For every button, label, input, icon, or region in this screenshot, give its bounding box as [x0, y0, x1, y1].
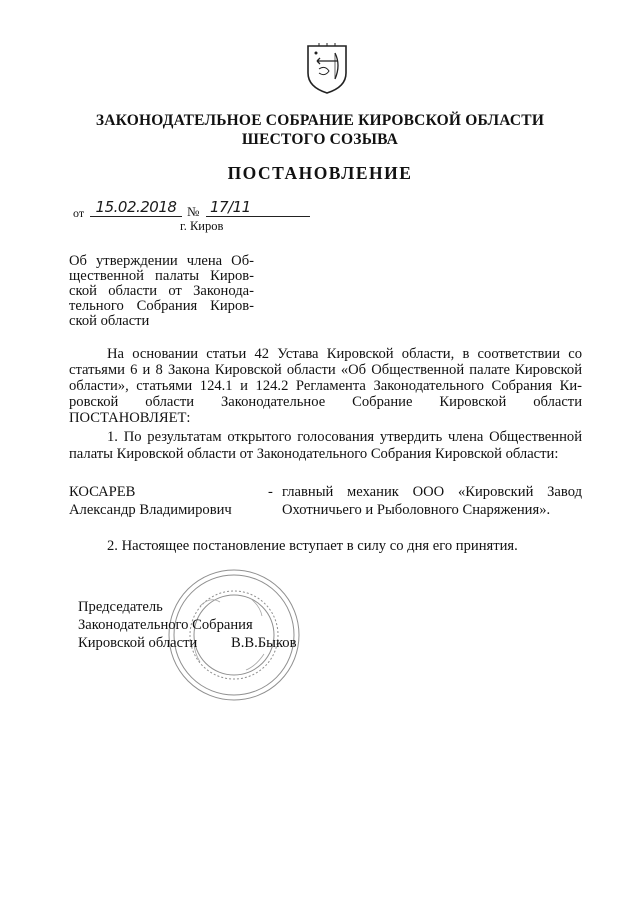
- number-value: 17/11: [206, 198, 310, 217]
- preamble-line: ровской области Законодательное Собрание Кировской области: [69, 394, 582, 410]
- document-type: ПОСТАНОВЛЕНИЕ: [227, 163, 413, 183]
- member-position-line1: главный механик ООО «Кировский Завод: [282, 484, 582, 500]
- signature-title-line2: Законодательного Собрания: [78, 617, 253, 633]
- city: г. Киров: [180, 219, 224, 233]
- preamble-line: статьями 6 и 8 Закона Кировской области «Об Общественной палате Кировской: [69, 362, 582, 378]
- org-name-line1: ЗАКОНОДАТЕЛЬНОЕ СОБРАНИЕ КИРОВСКОЙ ОБЛАСТИ: [95, 112, 545, 129]
- preamble-line: На основании статьи 42 Устава Кировской области, в соответствии со: [107, 346, 582, 362]
- item-1-line: палаты Кировской области от Законодательного Собрания Кировской области:: [69, 446, 559, 462]
- org-name-line2: ШЕСТОГО СОЗЫВА: [241, 131, 399, 148]
- member-dash: -: [268, 484, 273, 500]
- kirov-coat-of-arms-icon: [305, 43, 349, 95]
- signature-title-line3: Кировской области: [78, 635, 198, 651]
- preamble-line: области», статьями 124.1 и 124.2 Регламента Законодательного Собрания Ки-: [69, 378, 582, 394]
- resolves-keyword: ПОСТАНОВЛЯЕТ:: [69, 410, 191, 426]
- item-1-line: 1. По результатам открытого голосования утвердить члена Общественной: [107, 429, 582, 445]
- subject-line: ской области: [69, 313, 150, 329]
- item-2: 2. Настоящее постановление вступает в силу со дня его принятия.: [107, 538, 518, 554]
- member-surname: КОСАРЕВ: [69, 484, 136, 500]
- number-prefix: №: [187, 204, 200, 219]
- subject-line: щественной палаты Киров-: [69, 268, 254, 284]
- date-prefix: от: [73, 206, 85, 220]
- subject-line: Об утверждении члена Об-: [69, 253, 254, 269]
- member-given-names: Александр Владимирович: [69, 502, 232, 518]
- subject-line: тельного Собрания Киров-: [69, 298, 254, 314]
- date-value: 15.02.2018: [90, 198, 182, 217]
- signature-title-line1: Председатель: [78, 599, 163, 615]
- signatory-name: В.В.Быков: [231, 635, 297, 651]
- member-position-line2: Охотничьего и Рыболовного Снаряжения».: [282, 502, 551, 518]
- subject-line: ской области от Законода-: [69, 283, 254, 299]
